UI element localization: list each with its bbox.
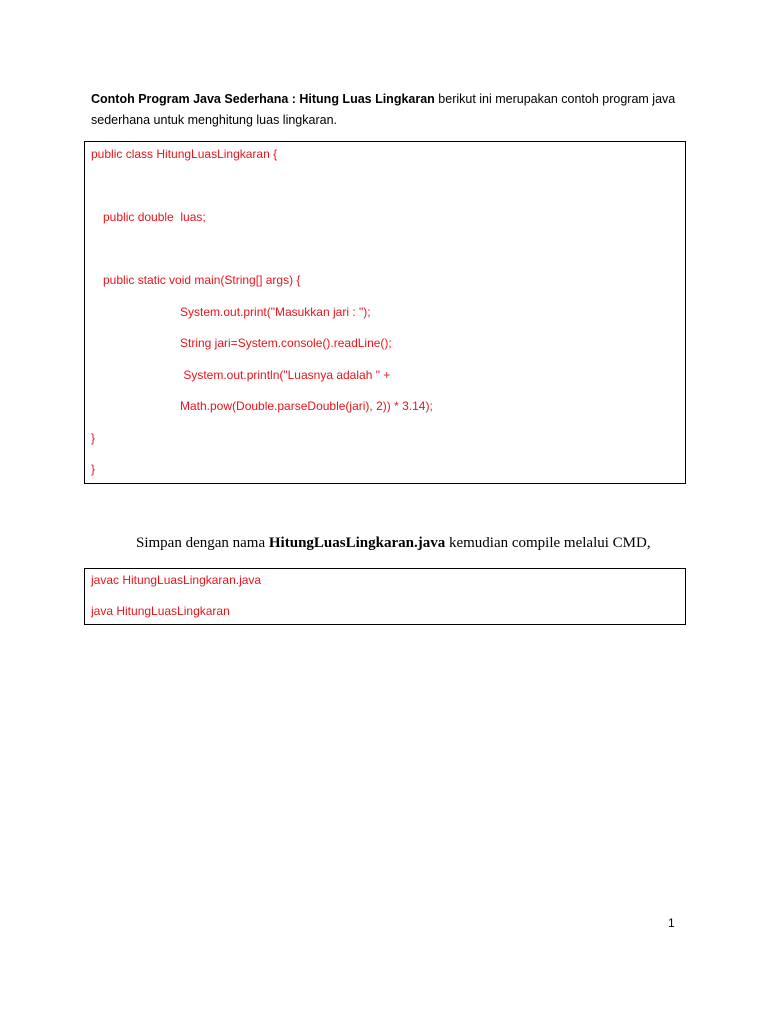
instruction-before: Simpan dengan nama: [136, 535, 269, 551]
instruction-filename: HitungLuasLingkaran.java: [268, 535, 446, 551]
command-block: [84, 568, 686, 625]
intro-title: Contoh Program Java Sederhana : Hitung Luas Lingkaran: [91, 92, 435, 106]
instruction-paragraph: [136, 534, 651, 552]
command-line: java HitungLuasLingkaran: [91, 604, 230, 618]
intro-text: berikut ini merupakan contoh program java sederhana untuk menghitung luas lingkaran.: [91, 92, 676, 127]
code-line: System.out.println("Luasnya adalah " +: [180, 368, 391, 382]
code-line: Math.pow(Double.parseDouble(jari), 2)) * 3.14);: [180, 399, 433, 413]
instruction-after: kemudian compile melalui CMD,: [445, 535, 651, 551]
page-number: 1: [668, 916, 675, 930]
intro-paragraph: [91, 89, 681, 131]
code-line: public double luas;: [103, 210, 206, 224]
code-line: String jari=System.console().readLine();: [180, 336, 392, 350]
code-line: public class HitungLuasLingkaran {: [91, 147, 278, 161]
java-code-block: [84, 141, 686, 484]
code-line: public static void main(String[] args) {: [103, 273, 301, 287]
command-line: javac HitungLuasLingkaran.java: [91, 573, 262, 587]
code-line: }: [91, 462, 96, 476]
code-line: }: [91, 431, 96, 445]
code-line: System.out.print("Masukkan jari : ");: [180, 305, 371, 319]
